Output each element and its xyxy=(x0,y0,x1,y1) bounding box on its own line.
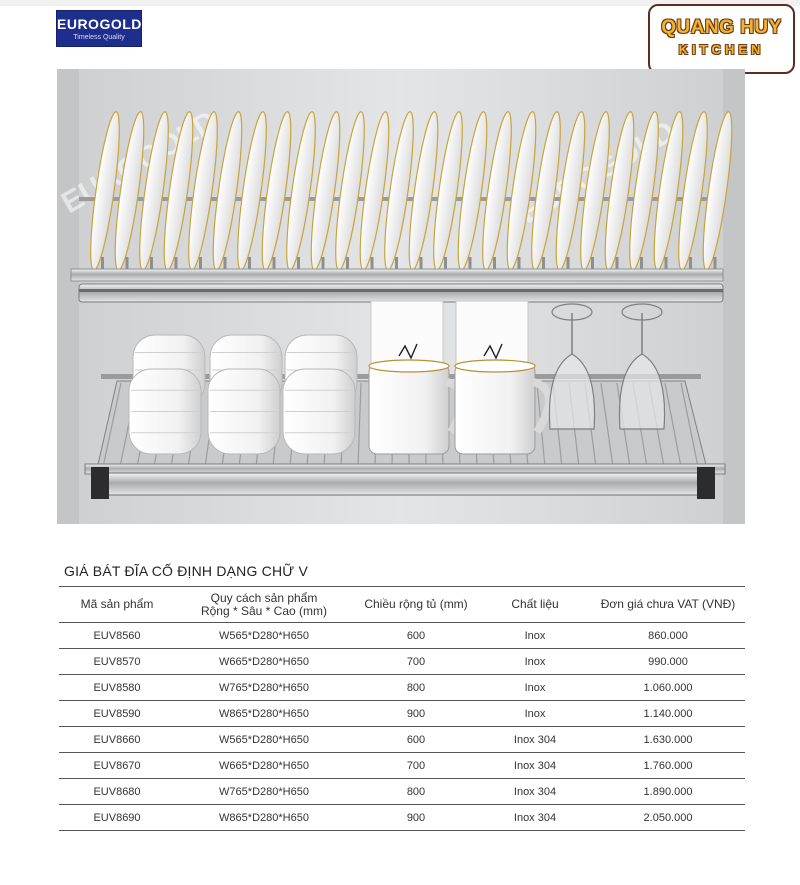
header-code: Mã sản phẩm xyxy=(59,587,176,623)
table-row xyxy=(59,779,745,805)
cell-cabinet: 600 xyxy=(353,623,480,649)
cell-code: EUV8570 xyxy=(59,649,176,675)
header-spec-line1: Quy cách sản phẩm xyxy=(210,590,318,605)
cell-spec: W765*D280*H650 xyxy=(176,675,353,701)
table-row xyxy=(59,649,745,675)
cell-code: EUV8690 xyxy=(59,805,176,831)
cell-spec: W865*D280*H650 xyxy=(176,805,353,831)
cell-spec: W565*D280*H650 xyxy=(176,623,353,649)
header-spec xyxy=(176,587,353,623)
table-row xyxy=(59,753,745,779)
cell-code: EUV8670 xyxy=(59,753,176,779)
cell-price: 2.050.000 xyxy=(591,805,746,831)
table-row xyxy=(59,701,745,727)
table-row xyxy=(59,623,745,649)
table-row xyxy=(59,675,745,701)
header-cabinet: Chiều rộng tủ (mm) xyxy=(353,587,480,623)
cell-material: Inox xyxy=(480,701,591,727)
table-row xyxy=(59,805,745,831)
mugs-group xyxy=(369,301,549,454)
header-spec-line2: Rộng * Sâu * Cao (mm) xyxy=(200,603,328,618)
cell-spec: W765*D280*H650 xyxy=(176,779,353,805)
table-row xyxy=(59,727,745,753)
cell-spec: W665*D280*H650 xyxy=(176,649,353,675)
quang-huy-kitchen-logo xyxy=(648,4,795,74)
cell-cabinet: 800 xyxy=(353,675,480,701)
cell-spec: W565*D280*H650 xyxy=(176,727,353,753)
price-table xyxy=(59,586,745,831)
cell-material: Inox 304 xyxy=(480,779,591,805)
mug xyxy=(455,364,535,454)
cell-spec: W865*D280*H650 xyxy=(176,701,353,727)
cell-spec: W665*D280*H650 xyxy=(176,753,353,779)
cell-material: Inox 304 xyxy=(480,753,591,779)
mug xyxy=(369,364,449,454)
cell-price: 990.000 xyxy=(591,649,746,675)
table-body xyxy=(59,623,745,831)
cell-price: 1.060.000 xyxy=(591,675,746,701)
cell-code: EUV8590 xyxy=(59,701,176,727)
cell-material: Inox 304 xyxy=(480,727,591,753)
cell-price: 1.890.000 xyxy=(591,779,746,805)
table-title: GIÁ BÁT ĐĨA CỐ ĐỊNH DẠNG CHỮ V xyxy=(64,563,309,579)
cell-material: Inox xyxy=(480,675,591,701)
brand-name: EUROGOLD xyxy=(57,16,142,32)
mug-rim xyxy=(369,360,449,372)
mug-rim xyxy=(455,360,535,372)
cell-price: 1.760.000 xyxy=(591,753,746,779)
cell-cabinet: 900 xyxy=(353,805,480,831)
dealer-name: QUANG HUY xyxy=(661,17,782,38)
cell-cabinet: 900 xyxy=(353,701,480,727)
header-material: Chất liệu xyxy=(480,587,591,623)
cell-cabinet: 700 xyxy=(353,753,480,779)
table-header-row xyxy=(59,587,745,623)
cell-cabinet: 800 xyxy=(353,779,480,805)
cell-code: EUV8560 xyxy=(59,623,176,649)
cell-code: EUV8580 xyxy=(59,675,176,701)
cell-material: Inox 304 xyxy=(480,805,591,831)
bowls-group xyxy=(129,335,357,454)
cell-code: EUV8680 xyxy=(59,779,176,805)
product-photo xyxy=(57,69,745,524)
eurogold-logo xyxy=(56,10,142,47)
header-price: Đơn giá chưa VAT (VNĐ) xyxy=(591,587,746,623)
cell-code: EUV8660 xyxy=(59,727,176,753)
cell-material: Inox xyxy=(480,623,591,649)
cell-cabinet: 600 xyxy=(353,727,480,753)
brand-tagline: Timeless Quality xyxy=(73,34,125,41)
cell-price: 860.000 xyxy=(591,623,746,649)
cell-material: Inox xyxy=(480,649,591,675)
cell-price: 1.630.000 xyxy=(591,727,746,753)
cell-cabinet: 700 xyxy=(353,649,480,675)
cell-price: 1.140.000 xyxy=(591,701,746,727)
dealer-subtitle: KITCHEN xyxy=(678,42,765,57)
